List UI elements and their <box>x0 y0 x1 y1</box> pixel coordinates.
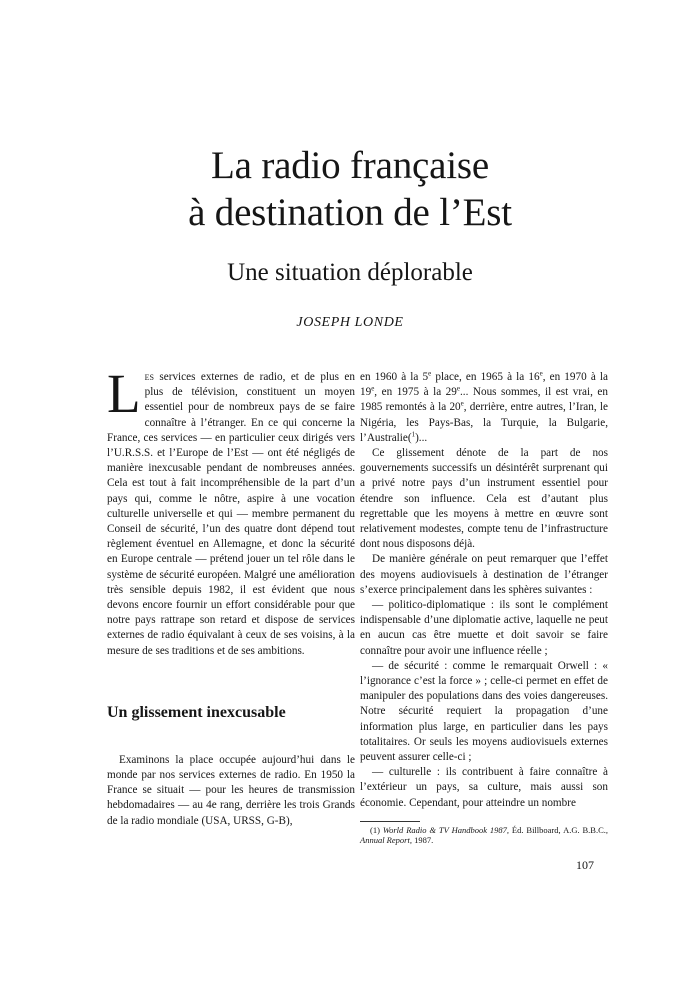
text-run: , en 1970 à la 19 <box>360 371 608 399</box>
intro-paragraph <box>107 363 355 659</box>
text-run: (1) <box>370 824 383 835</box>
section-heading: Un glissement inexcusable <box>107 703 286 721</box>
paragraph: Examinons la place occupée aujourd’hui dans le monde par nos services externes de radio. En 1950 la France se situait — pour les heures de transmission hebdomadaires — au 4e rang, derrière les trois Grands de la radio mondiale (USA, URSS, G-B), <box>107 753 355 827</box>
text-run: )... <box>415 431 428 444</box>
intro-smallcaps: es <box>144 371 154 383</box>
drop-cap: L <box>107 363 141 424</box>
text-run: 1987. <box>411 835 434 846</box>
title-line-2: à destination de l’Est <box>188 191 512 234</box>
text-run: Éd. Billboard, A.G. B.B.C., <box>509 824 609 835</box>
footnote-divider <box>360 821 420 822</box>
paragraph: Ce glissement dénote de la part de nos gouvernements successifs un désintérêt surprenant qui a privé notre pays d’un instrument essentiel pour étendre son influence. Cela est d’autant plus regrettable que les moyens à mettre en œuvre sont relativement modestes, compte tenu de l’infrastructure dont nous disposons déjà. <box>360 447 608 551</box>
superscript: e <box>428 369 432 378</box>
left-column <box>107 363 355 829</box>
text-run: place, en 1965 à la 16 <box>431 371 540 383</box>
paragraph: De manière générale on peut remarquer que l’effet des moyens audiovisuels à destination de l’étranger s’exerce principalement dans les sphères suivantes : <box>360 553 608 596</box>
superscript: e <box>456 384 460 393</box>
article-title <box>0 142 700 236</box>
footnote-report-title: Annual Report, <box>360 835 412 846</box>
article-subtitle: Une situation déplorable <box>227 259 473 286</box>
footnote-source-title: World Radio & TV Handbook 1987, <box>382 824 510 835</box>
list-item: — culturelle : ils contribuent à faire connaître à l’extérieur un pays, sa culture, mais aussi son économie. Cependant, pour atteindre un nombre <box>360 766 608 809</box>
right-column <box>360 370 608 846</box>
text-run: , en 1975 à la 29 <box>374 386 457 399</box>
superscript: e <box>371 384 375 393</box>
title-line-1: La radio française <box>211 144 489 187</box>
page-number: 107 <box>576 858 594 872</box>
text-run: ... Nous sommes, il est vrai, en 1985 remontés à la 20 <box>360 386 608 414</box>
footnote-ref: 1 <box>411 430 416 439</box>
ranking-paragraph <box>360 370 608 446</box>
list-item: — politico-diplomatique : ils sont le complément indispensable d’une diplomatie active, laquelle ne peut en aucun cas être muette et doit savoir se faire connaître pour avoir une influence réelle ; <box>360 599 608 657</box>
author-name: JOSEPH LONDE <box>296 315 404 330</box>
superscript: e <box>539 369 543 378</box>
text-run: , derrière, entre autres, l’Iran, le Nigéria, les Pays-Bas, la Turquie, la Bulgarie, l’Australie( <box>360 401 608 444</box>
footnote <box>360 825 608 846</box>
superscript: e <box>460 399 464 408</box>
list-item: — de sécurité : comme le remarquait Orwell : « l’ignorance c’est la force » ; celle-ci permet en effet de manipuler des populations dans des voies dangereuses. Notre sécurité requiert la propagation d’une information plus large, en particulier dans les pays totalitaires. Or seuls les moyens audiovisuels externes peuvent assurer celle-ci ; <box>360 659 608 764</box>
intro-text: services externes de radio, et de plus en plus de télévision, constituent un moyen essentiel pour de nombreux pays de se faire connaître à l’étranger. En ce qui concerne la France, ces services — en particulier ceux dirigés vers l’U.R.S.S. et l’Europe de l’Est — ont été négligés de manière inexcusable pendant de nombreuses années. Cela est tout à fait incompréhensible de la part d’un pays qui, comme le nôtre, aspire à une vocation culturelle universelle et qui — membre permanent du Conseil de sécurité, l’un des quatre dont dépend tout règlement éventuel en Allemagne, et donc la sécurité en Europe centrale — prétend jouer un tel rôle dans le système de sécurité européen. Malgré une amélioration très sensible depuis 1982, il est évident que nous devons encore fournir un effort considérable pour que notre pays rattrape son retard et dispose de services externes de radio équivalant à ceux de ses voisins, à la mesure de ses traditions et de ses ambitions. <box>107 371 355 657</box>
text-run: en 1960 à la 5 <box>360 371 429 383</box>
